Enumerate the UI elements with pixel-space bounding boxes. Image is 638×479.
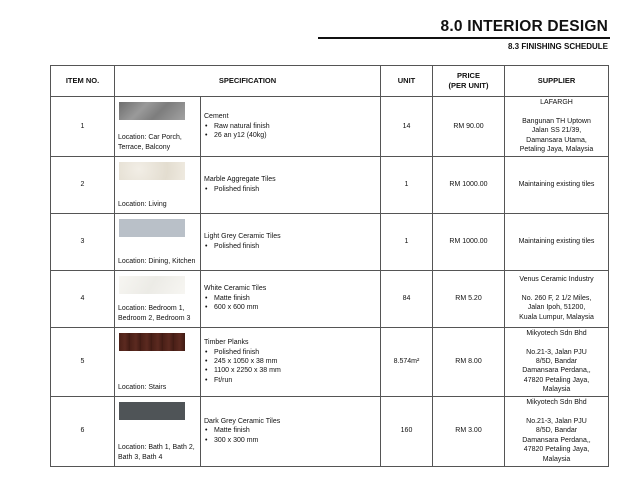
specification-cell (201, 327, 381, 396)
spec-bullet: • 26 an y12 (40kg) (204, 131, 377, 140)
spec-bullet: • 245 x 1050 x 38 mm (204, 357, 377, 366)
column-header-price: PRICE (PER UNIT) (433, 66, 505, 97)
item-number: 3 (51, 213, 115, 270)
material-name: Timber Planks (204, 339, 249, 347)
material-image-cell (115, 156, 201, 213)
supplier-info: Mikyotech Sdn Bhd No.21-3, Jalan PJU 8/5D, Bandar Damansara Perdana,, 47820 Petaling Jaya, Malaysia (505, 327, 609, 396)
column-header-specification: SPECIFICATION (115, 66, 381, 97)
spec-bullet: • 300 x 300 mm (204, 436, 377, 445)
unit-value: 8.574m² (381, 327, 433, 396)
title-rule (318, 37, 610, 39)
spec-bullet: • Polished finish (204, 185, 377, 194)
table-row (51, 156, 609, 213)
spec-bullet: • 1100 x 2250 x 38 mm (204, 366, 377, 375)
column-header-supplier: SUPPLIER (505, 66, 609, 97)
item-number: 2 (51, 156, 115, 213)
material-image-cell (115, 396, 201, 466)
table-row (51, 396, 609, 466)
location-label: Location: Stairs (118, 383, 167, 391)
unit-value: 14 (381, 97, 433, 157)
table-row (51, 327, 609, 396)
price-value: RM 8.00 (433, 327, 505, 396)
material-image-cell (115, 270, 201, 327)
material-image-cell (115, 213, 201, 270)
spec-bullets (204, 294, 377, 313)
price-value: RM 90.00 (433, 97, 505, 157)
supplier-info: Maintaining existing tiles (505, 156, 609, 213)
spec-bullets (204, 185, 377, 194)
material-swatch (119, 219, 185, 237)
location-label: Location: Bedroom 1, Bedroom 2, Bedroom 3 (118, 305, 191, 322)
unit-value: 84 (381, 270, 433, 327)
spec-bullet: • Matte finish (204, 426, 377, 435)
spec-bullets (204, 348, 377, 386)
location-label: Location: Living (118, 200, 167, 208)
material-swatch (119, 162, 185, 180)
specification-cell (201, 156, 381, 213)
specification-cell (201, 270, 381, 327)
spec-bullets (204, 122, 377, 141)
unit-value: 1 (381, 156, 433, 213)
page-title: 8.0 INTERIOR DESIGN (440, 18, 608, 35)
finishing-schedule-table (50, 65, 609, 467)
spec-bullets (204, 426, 377, 445)
spec-bullet: • Raw natural finish (204, 122, 377, 131)
material-name: Light Grey Ceramic Tiles (204, 233, 281, 241)
material-swatch (119, 402, 185, 420)
location-label: Location: Dining, Kitchen (118, 257, 196, 265)
spec-bullet: • 600 x 600 mm (204, 303, 377, 312)
material-name: White Ceramic Tiles (204, 285, 267, 293)
material-name: Cement (204, 113, 229, 121)
item-number: 5 (51, 327, 115, 396)
table-header-row (51, 66, 609, 97)
table-row (51, 270, 609, 327)
spec-bullets (204, 242, 377, 251)
material-swatch (119, 276, 185, 294)
item-number: 4 (51, 270, 115, 327)
price-value: RM 1000.00 (433, 213, 505, 270)
price-value: RM 3.00 (433, 396, 505, 466)
unit-value: 1 (381, 213, 433, 270)
table-row (51, 97, 609, 157)
page-subtitle: 8.3 FINISHING SCHEDULE (507, 42, 608, 51)
specification-cell (201, 213, 381, 270)
material-name: Marble Aggregate Tiles (204, 176, 276, 184)
material-swatch (119, 102, 185, 120)
supplier-info: LAFARGH Bangunan TH Uptown Jalan SS 21/39, Damansara Utama, Petaling Jaya, Malaysia (505, 97, 609, 157)
supplier-info: Maintaining existing tiles (505, 213, 609, 270)
supplier-info: Mikyotech Sdn Bhd No.21-3, Jalan PJU 8/5D, Bandar Damansara Perdana,, 47820 Petaling Jaya, Malaysia (505, 396, 609, 466)
location-label: Location: Car Porch, Terrace, Balcony (118, 134, 182, 151)
material-image-cell (115, 327, 201, 396)
item-number: 6 (51, 396, 115, 466)
price-value: RM 5.20 (433, 270, 505, 327)
spec-bullet: • Matte finish (204, 294, 377, 303)
spec-bullet: • Polished finish (204, 242, 377, 251)
specification-cell (201, 396, 381, 466)
column-header-item-no: ITEM NO. (51, 66, 115, 97)
material-swatch (119, 333, 185, 351)
location-label: Location: Bath 1, Bath 2, Bath 3, Bath 4 (118, 444, 195, 461)
spec-bullet: • Polished finish (204, 348, 377, 357)
material-image-cell (115, 97, 201, 157)
specification-cell (201, 97, 381, 157)
supplier-info: Venus Ceramic Industry No. 260 F, 2 1/2 Miles, Jalan Ipoh, 51200, Kuala Lumpur, Malaysia (505, 270, 609, 327)
table-row (51, 213, 609, 270)
item-number: 1 (51, 97, 115, 157)
material-name: Dark Grey Ceramic Tiles (204, 418, 281, 426)
spec-bullet: • Ft/run (204, 376, 377, 385)
unit-value: 160 (381, 396, 433, 466)
price-value: RM 1000.00 (433, 156, 505, 213)
column-header-unit: UNIT (381, 66, 433, 97)
